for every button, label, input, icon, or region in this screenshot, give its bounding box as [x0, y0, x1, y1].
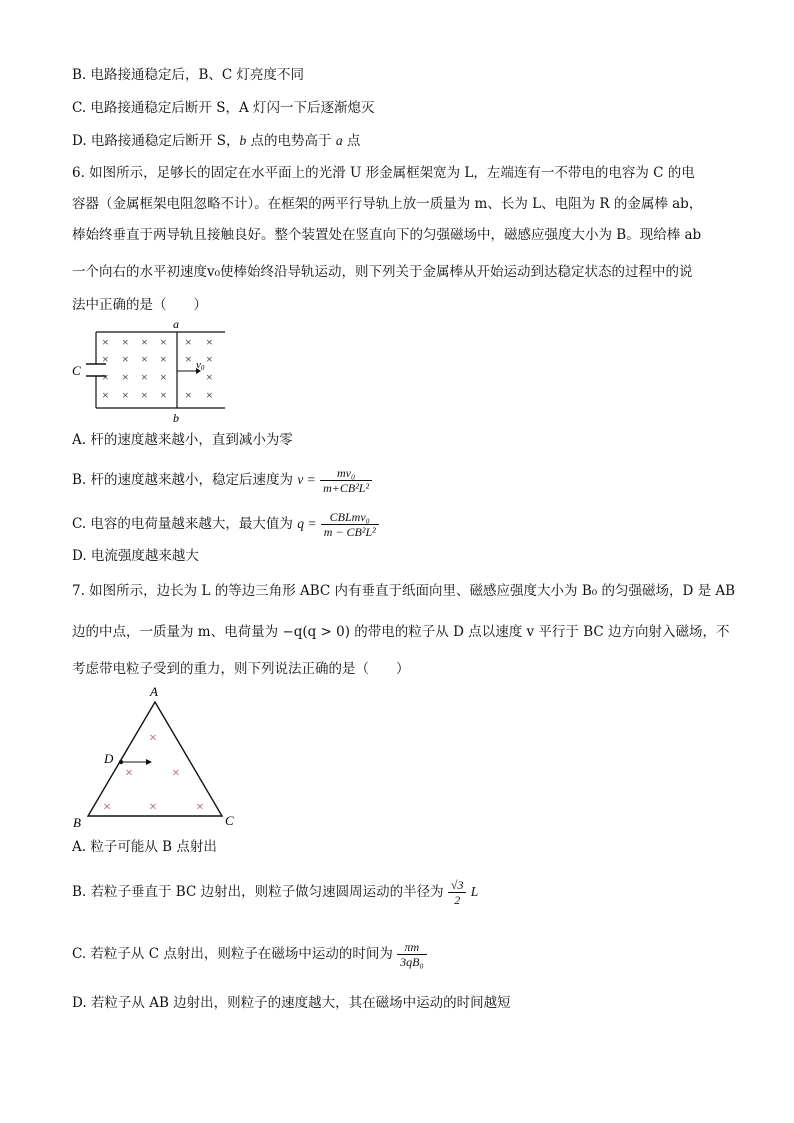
q6-field-cross: ×	[141, 352, 148, 366]
q7-stem-line-1: 7. 如图所示，边长为 L 的等边三角形 ABC 内有垂直于纸面向里、磁感应强度大小为 B₀ 的匀强磁场，D 是 AB	[72, 583, 736, 599]
q7-stem-line-3: 考虑带电粒子受到的重力，则下列说法正确的是（ ）	[72, 661, 410, 677]
q6-option-b: B. 杆的速度越来越小，稳定后速度为 v = $\frac{\text{mv₀}}{\text{m+CB²L²}}$	[72, 466, 372, 495]
q7-option-b: B. 若粒子垂直于 BC 边射出，则粒子做匀速圆周运动的半径为 $\frac{√3}{2}$ L	[72, 878, 479, 907]
q7-triangle-figure	[68, 680, 248, 830]
q6-option-c: C. 电容的电荷量越来越大，最大值为 q = $\frac{\text{CBLmv₀}}{\text{m − CB²L²}}$	[72, 510, 379, 539]
q7-field-cross: ×	[196, 800, 204, 815]
q6-field-cross: ×	[160, 388, 167, 402]
q7-label-a: A	[150, 684, 158, 699]
q6-option-a: A. 杆的速度越来越小，直到减小为零	[72, 432, 293, 448]
q6-field-cross: ×	[185, 352, 192, 366]
q6-circuit-figure	[68, 318, 233, 428]
q7-label-d: D	[104, 751, 114, 766]
q6-field-cross: ×	[102, 388, 109, 402]
q6-field-cross: ×	[185, 388, 192, 402]
q6-field-cross: ×	[160, 370, 167, 384]
q6-stem-line-3: 棒始终垂直于两导轨且接触良好。整个装置处在竖直向下的匀强磁场中，磁感应强度大小为 B。现给棒 ab	[72, 227, 702, 243]
q6-field-cross: ×	[206, 335, 213, 349]
q6-field-cross: ×	[122, 335, 129, 349]
q6-field-cross: ×	[102, 335, 109, 349]
q6-field-cross: ×	[122, 352, 129, 366]
q7-label-b: B	[73, 815, 81, 830]
q6-stem-line-4: 一个向右的水平初速度v₀使棒始终沿导轨运动，则下列关于金属棒从开始运动到达稳定状态的过程中的说	[72, 264, 693, 280]
q6-field-cross: ×	[160, 352, 167, 366]
q5-option-d: D. 电路接通稳定后断开 S，b 点的电势高于 a 点	[72, 133, 361, 149]
q6-stem-line-5: 法中正确的是（ ）	[72, 297, 207, 313]
q6-field-cross: ×	[141, 388, 148, 402]
q6-label-b: b	[173, 411, 179, 425]
q6-field-cross: ×	[206, 370, 213, 384]
q7-stem-line-2: 边的中点，一质量为 m、电荷量为 −q(q > 0) 的带电的粒子从 D 点以速度 v 平行于 BC 边方向射入磁场，不	[72, 624, 730, 640]
q7-option-a: A. 粒子可能从 B 点射出	[72, 839, 217, 855]
q6-label-a: a	[173, 318, 179, 331]
q6-stem-line-1: 6. 如图所示，足够长的固定在水平面上的光滑 U 形金属框架宽为 L，左端连有一不带电的电容为 C 的电	[72, 165, 695, 181]
q6-field-cross: ×	[122, 388, 129, 402]
q6-field-cross: ×	[141, 370, 148, 384]
q6-field-cross: ×	[141, 335, 148, 349]
q7-field-cross: ×	[149, 731, 157, 746]
q6-field-cross: ×	[122, 370, 129, 384]
q6-field-cross: ×	[102, 370, 109, 384]
q6-field-cross: ×	[102, 352, 109, 366]
q7-field-cross: ×	[125, 766, 133, 781]
q6-field-cross: ×	[206, 388, 213, 402]
q7-label-c: C	[225, 813, 234, 828]
q5-option-c: C. 电路接通稳定后断开 S，A 灯闪一下后逐渐熄灭	[72, 100, 375, 116]
q6-v0-label: v0	[196, 359, 205, 372]
q7-field-cross: ×	[149, 800, 157, 815]
q7-field-cross: ×	[172, 766, 180, 781]
q6-label-c: C	[72, 363, 81, 378]
q6-field-cross: ×	[160, 335, 167, 349]
q6-field-cross: ×	[185, 335, 192, 349]
q7-option-d: D. 若粒子从 AB 边射出，则粒子的速度越大，其在磁场中运动的时间越短	[72, 995, 511, 1011]
q6-field-cross: ×	[206, 352, 213, 366]
q7-field-cross: ×	[103, 800, 111, 815]
q6-stem-line-2: 容器（金属框架电阻忽略不计）。在框架的两平行导轨上放一质量为 m、长为 L、电阻为 R 的金属棒 ab，	[72, 196, 703, 212]
q5-option-b: B. 电路接通稳定后，B、C 灯亮度不同	[72, 67, 305, 83]
q7-option-c: C. 若粒子从 C 点射出，则粒子在磁场中运动的时间为 $\frac{\pi m}{\text{3qB₀}}$	[72, 940, 427, 969]
q6-option-d: D. 电流强度越来越大	[72, 548, 199, 564]
